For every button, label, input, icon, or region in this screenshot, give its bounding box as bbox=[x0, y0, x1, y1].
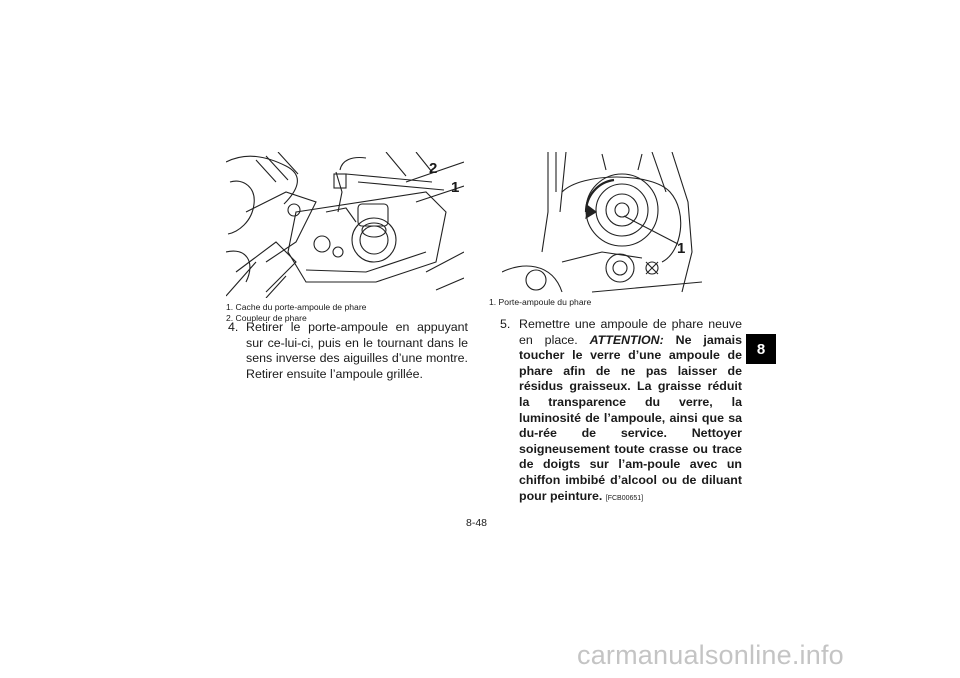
step-4 bbox=[228, 320, 468, 382]
caption-item: 2. Coupleur de phare bbox=[226, 313, 307, 323]
step-body bbox=[519, 317, 742, 506]
step-text: Retirer le porte-ampoule en appuyant sur ce-lui-ci, puis en le tournant dans le sens inverse des aiguilles d’une montre. Retirer ensuite l’ampoule grillée. bbox=[246, 320, 468, 381]
step-5 bbox=[500, 317, 742, 506]
step-number: 4. bbox=[228, 320, 239, 334]
headlight-bulb-holder-illustration bbox=[502, 152, 702, 298]
chapter-tab: 8 bbox=[746, 334, 776, 364]
caption-item: 1. Porte-ampoule du phare bbox=[489, 297, 592, 307]
caption-item: 1. Cache du porte-ampoule de phare bbox=[226, 302, 367, 312]
attention-label: ATTENTION: bbox=[589, 332, 664, 347]
step-number: 5. bbox=[500, 317, 511, 331]
callout-1: 1 bbox=[677, 240, 686, 257]
figure-right-captions bbox=[489, 297, 591, 308]
callout-2: 2 bbox=[429, 160, 438, 177]
step-text: Remettre une ampoule de phare neuve en place. bbox=[519, 317, 742, 347]
attention-text: Ne jamais toucher le verre d’une ampoule de phare afin de ne pas laisser de résidus graisseux. La graisse réduit la transparence du verre, la luminosité de l’ampoule, ainsi que sa du-rée de service. Nettoyer soigneusement toute crasse ou trace de doigts sur l’am-poule avec un chiffon imbibé d’alcool ou de diluant pour peinture. bbox=[519, 332, 742, 503]
page-number: 8-48 bbox=[466, 517, 488, 529]
callout-1: 1 bbox=[451, 179, 460, 196]
watermark: carmanualsonline.info bbox=[577, 640, 844, 670]
warning-code: [FCB00651] bbox=[605, 494, 644, 502]
